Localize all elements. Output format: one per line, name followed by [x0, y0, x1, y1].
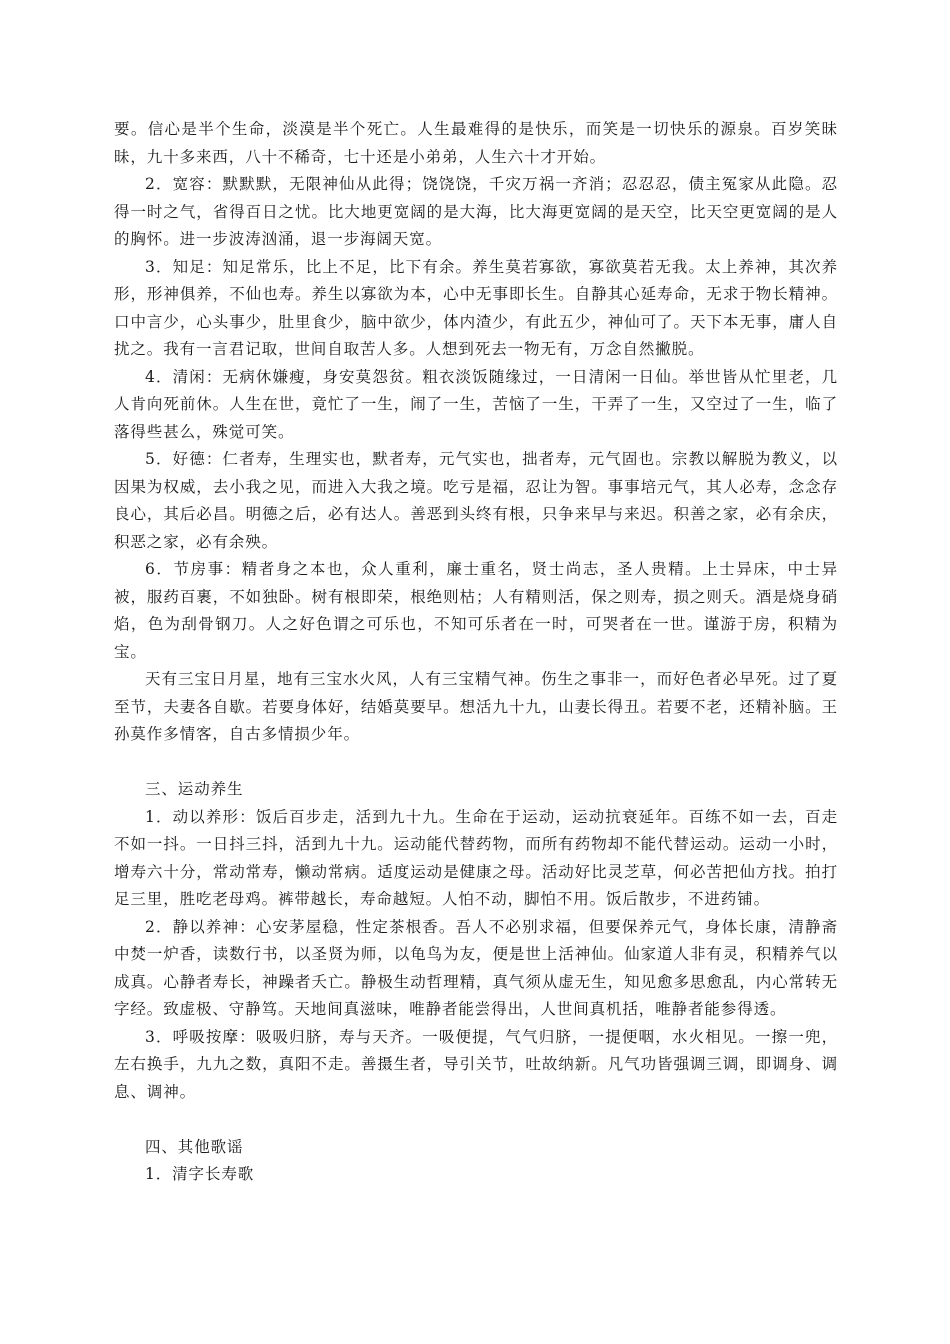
section2-item-tolerance: 2．宽容：默默默，无限神仙从此得；饶饶饶，千灾万祸一齐消；忍忍忍，债主冤家从此隐。忍得一时之气，省得百日之忧。比大地更宽阔的是大海，比大海更宽阔的是天空，比天空更宽阔的是人的胸怀。进一步波涛汹涌，退一步海阔天宽。	[114, 175, 838, 248]
section2-item-leisure: 4．清闲：无病休嫌瘦，身安莫怨贫。粗衣淡饭随缘过，一日清闲一日仙。举世皆从忙里老，几人肯向死前休。人生在世，竟忙了一生，闹了一生，苦恼了一生，干弄了一生，又空过了一生，临了落得些甚么，殊觉可笑。	[114, 367, 838, 441]
section4-heading: 四、其他歌谣	[145, 1137, 244, 1156]
section4-item-song: 1．清字长寿歌	[145, 1165, 255, 1183]
section2-item-restraint: 6．节房事：精者身之本也，众人重利，廉士重名，贤士尚志，圣人贵精。上士异床，中士异被，服药百裹，不如独卧。树有根即荣，根绝则枯；人有精则活，保之则寿，损之则夭。酒是烧身硝焰，色为刮骨钢刀。人之好色谓之可乐也，不知可乐者在一时，可哭者在一世。谨游于房，积精为宝。	[114, 560, 838, 661]
section3-item-stillness: 2．静以养神：心安茅屋稳，性定茶根香。吾人不必别求福，但要保养元气，身体长康，清静斋中焚一炉香，读数行书，以圣贤为师，以龟鸟为友，便是世上活神仙。仙家道人非有灵，积精养气以成真。心静者寿长，神躁者夭亡。静极生动哲理精，真气须从虚无生，知见愈多思愈乱，内心常转无字经。致虚极、守静笃。天地间真滋味，唯静者能尝得出，人世间真机括，唯静者能参得透。	[114, 917, 838, 1018]
document-page	[114, 116, 838, 1189]
section2-item-virtue: 5．好德：仁者寿，生理实也，默者寿，元气实也，拙者寿，元气固也。宗教以解脱为教义，以因果为权威，去小我之见，而进入大我之境。吃亏是福，忍让为智。事事培元气，其人必寿，念念存良心，其后必昌。明德之后，必有达人。善恶到头终有根，只争来早与来迟。积善之家，必有余庆，积恶之家，必有余殃。	[114, 450, 838, 551]
section-spacer	[114, 749, 838, 777]
section3-item-breathing: 3．呼吸按摩：吸吸归脐，寿与天齐。一吸便提，气气归脐，一提便咽，水火相见。一擦一兜，左右换手，九九之数，真阳不走。善摄生者，导引关节，吐故纳新。凡气功皆强调三调，即调身、调息、调神。	[114, 1027, 838, 1101]
section2-paragraph-three-treasures: 天有三宝日月星，地有三宝水火风，人有三宝精气神。伤生之事非一，而好色者必早死。过了夏至节，夫妻各自歇。若要身体好，结婚莫要早。想活九十九，山妻长得丑。若要不老，还精补脑。王孙莫作多情客，自古多情损少年。	[114, 670, 838, 743]
section-spacer	[114, 1106, 838, 1134]
section2-item-contentment: 3．知足：知足常乐，比上不足，比下有余。养生莫若寡欲，寡欲莫若无我。太上养神，其次养形，形神俱养，不仙也寿。养生以寡欲为本，心中无事即长生。自静其心延寿命，无求于物长精神。口中言少，心头事少，肚里食少，脑中欲少，体内渣少，有此五少，神仙可了。天下本无事，庸人自扰之。我有一言君记取，世间自取苦人多。人想到死去一物无有，万念自然撇脱。	[114, 257, 838, 358]
section3-heading: 三、运动养生	[145, 780, 244, 798]
section2-continuation: 要。信心是半个生命，淡漠是半个死亡。人生最难得的是快乐，而笑是一切快乐的源泉。百岁笑昧昧，九十多来西，八十不稀奇，七十还是小弟弟，人生六十才开始。	[114, 120, 838, 166]
section3-item-movement: 1．动以养形：饭后百步走，活到九十九。生命在于运动，运动抗衰延年。百练不如一去，百走不如一抖。一日抖三抖，活到九十九。运动能代替药物，而所有药物却不能代替运动。运动一小时，增寿六十分，常动常寿，懒动常病。适度运动是健康之母。活动好比灵芝草，何必苦把仙方找。拍打足三里，胜吃老母鸡。裤带越长，寿命越短。人怕不动，脚怕不用。饭后散步，不进药铺。	[114, 807, 838, 908]
